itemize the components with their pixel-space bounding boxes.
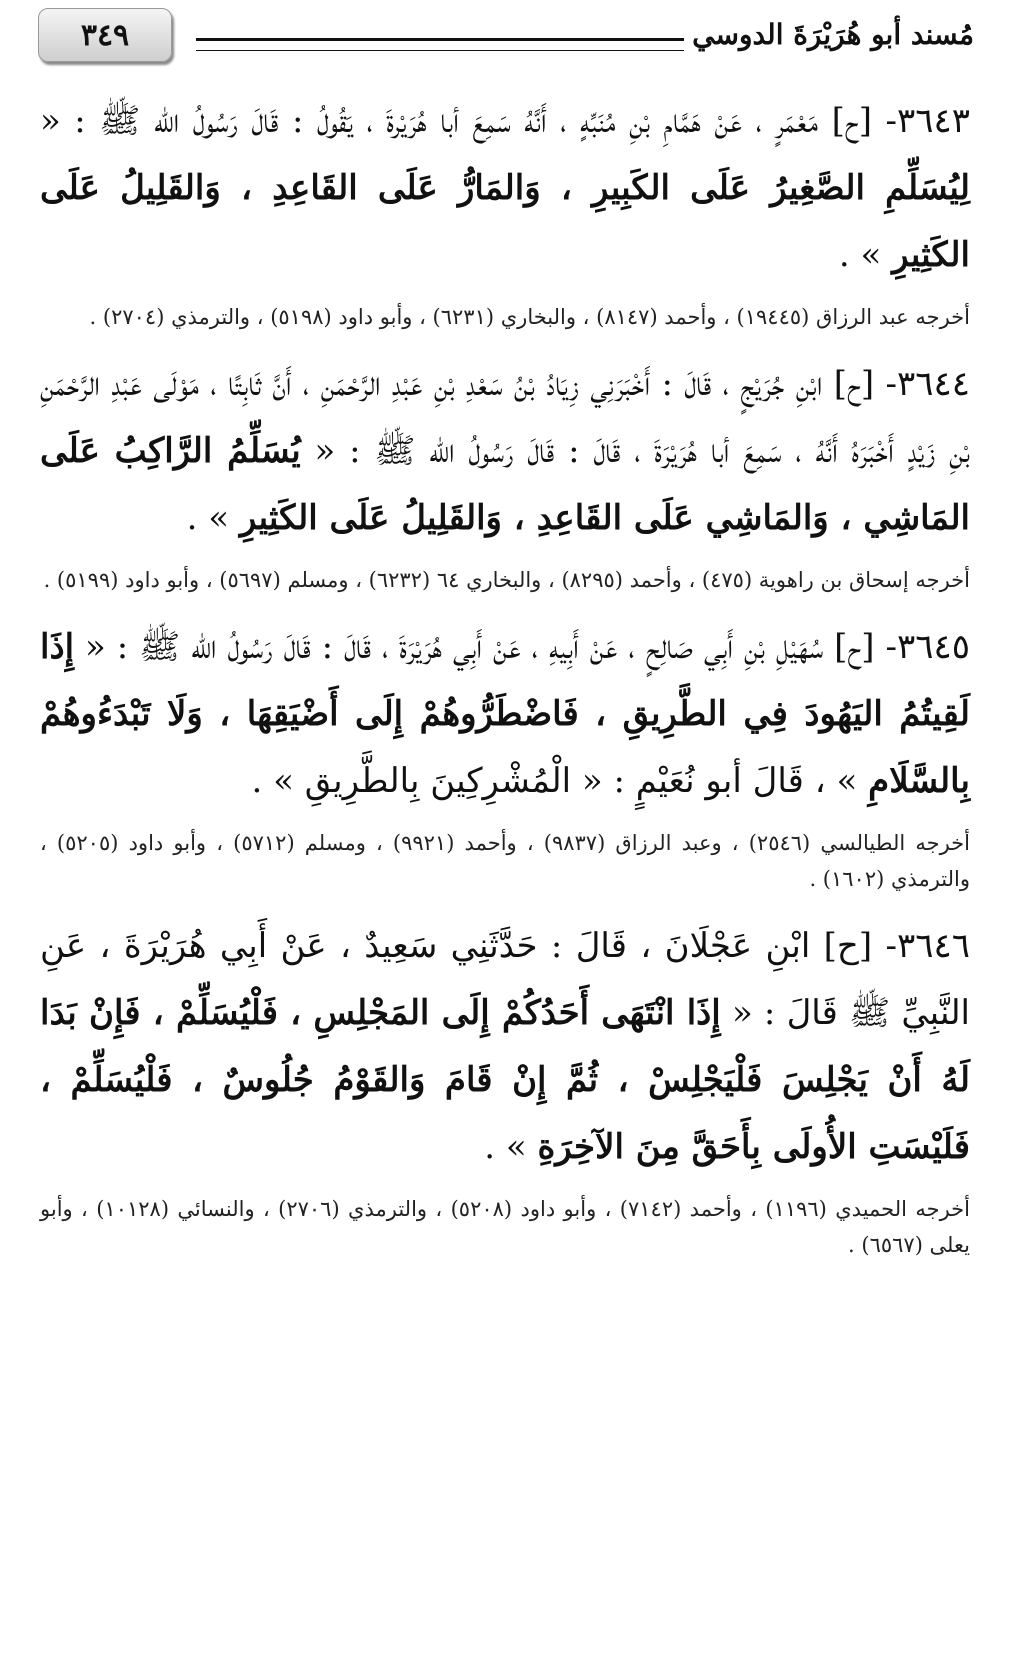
hadith-text: [40, 88, 970, 289]
hadith-isnad: ٣٦٤٥- [ح] سُهَيْلِ بْنِ أَبِي صَالِحٍ ، عَنْ أَبِيهِ ، عَنْ أَبِي هُرَيْرَةَ ، قَالَ : قَالَ رَسُولُ الله ﷺ : «: [85, 627, 971, 667]
hadith-tail: » .: [186, 498, 230, 538]
hadith-text: [40, 614, 970, 815]
takhrij-footnote: أخرجه الحميدي (١١٩٦) ، وأحمد (٧١٤٢) ، وأبو داود (٥٢٠٨) ، والترمذي (٢٧٠٦) ، والنسائي (١٠١٢٨) ، وأبو يعلى (٦٥٦٧) .: [40, 1197, 971, 1257]
hadith-text: [40, 351, 970, 552]
hadith-matn: يُسَلِّمُ الرَّاكِبُ عَلَى المَاشِي ، وَالمَاشِي عَلَى القَاعِدِ ، وَالقَلِيلُ عَلَى الكَثِيرِ: [40, 431, 970, 538]
page-content: [40, 88, 970, 1279]
hadith-text: [40, 913, 970, 1181]
hadith-entry: [40, 913, 970, 1263]
hadith-entry: [40, 614, 970, 897]
hadith-isnad: ٣٦٤٤- [ح] ابْنِ جُرَيْجٍ ، قَالَ : أَخْبَرَنِي زِيَادُ بْنُ سَعْدِ بْنِ عَبْدِ الرَّحْمَنِ ، أَنَّ ثَابِتًا ، مَوْلَى عَبْدِ الرَّحْمَنِ بْنِ زَيْدٍ أَخْبَرَهُ أَنَّهُ ، سَمِعَ أبا هُرَيْرَةَ ، قَالَ : قَالَ رَسُولُ الله ﷺ : «: [40, 364, 970, 471]
hadith-matn: لِيُسَلِّمِ الصَّغِيرُ عَلَى الكَبِيرِ ، وَالمَارُّ عَلَى القَاعِدِ ، وَالقَلِيلُ عَلَى الكَثِيرِ: [40, 168, 970, 275]
hadith-isnad: ٣٦٤٣- [ح] مَعْمَرٍ ، عَنْ هَمَّامِ بْنِ مُنَبِّهٍ ، أَنَّهُ سَمِعَ أبا هُرَيْرةَ ، يَقُولُ : قَالَ رَسُولُ الله ﷺ : «: [40, 101, 970, 141]
header-divider: [196, 38, 684, 51]
takhrij-footnote: أخرجه عبد الرزاق (١٩٤٤٥) ، وأحمد (٨١٤٧) ، والبخاري (٦٢٣١) ، وأبو داود (٥١٩٨) ، والترمذي (٢٧٠٤) .: [89, 305, 970, 329]
hadith-tail: » .: [838, 235, 882, 275]
takhrij-footnote: أخرجه الطيالسي (٢٥٤٦) ، وعبد الرزاق (٩٨٣٧) ، وأحمد (٩٩٢١) ، ومسلم (٥٧١٢) ، وأبو داود (٥٢٠٥) ، والترمذي (١٦٠٢) .: [40, 831, 970, 891]
hadith-matn: إِذَا انْتَهَى أَحَدُكُمْ إِلَى المَجْلِسِ ، فَلْيُسَلِّمْ ، فَإِنْ بَدَا لَهُ أَنْ يَجْلِسَ فَلْيَجْلِسْ ، ثُمَّ إِنْ قَامَ وَالقَوْمُ جُلُوسٌ ، فَلْيُسَلِّمْ ، فَلَيْسَتِ الأُولَى بِأَحَقَّ مِنَ الآخِرَةِ: [40, 993, 970, 1167]
page-number: ٣٤٩: [80, 17, 130, 53]
page-header: [36, 8, 974, 68]
page-number-badge: [38, 8, 172, 62]
hadith-tail: » ، قَالَ أبو نُعَيْمٍ : « الْمُشْرِكِينَ بِالطَّرِيقِ » .: [251, 761, 858, 801]
hadith-matn: إِذَا لَقِيتُمُ اليَهُودَ فِي الطَّرِيقِ ، فَاضْطَرُّوهُمْ إِلَى أَضْيَقِهَا ، وَلَا تَبْدَءُوهُمْ بِالسَّلَامِ: [40, 627, 971, 801]
hadith-isnad: ٣٦٤٦- [ح] ابْنِ عَجْلَانَ ، قَالَ : حَدَّثَنِي سَعِيدٌ ، عَنْ أَبِي هُرَيْرَةَ ، عَنِ النَّبِيِّ ﷺ قَالَ : «: [40, 926, 971, 1033]
hadith-entry: [40, 351, 970, 598]
hadith-tail: » .: [484, 1127, 527, 1167]
hadith-entry: [40, 88, 970, 335]
running-title: مُسند أبو هُرَيْرَةَ الدوسي: [692, 18, 974, 51]
takhrij-footnote: أخرجه إسحاق بن راهوية (٤٧٥) ، وأحمد (٨٢٩٥) ، والبخاري ٦٤ (٦٢٣٢) ، ومسلم (٥٦٩٧) ، وأبو داود (٥١٩٩) .: [43, 568, 970, 592]
